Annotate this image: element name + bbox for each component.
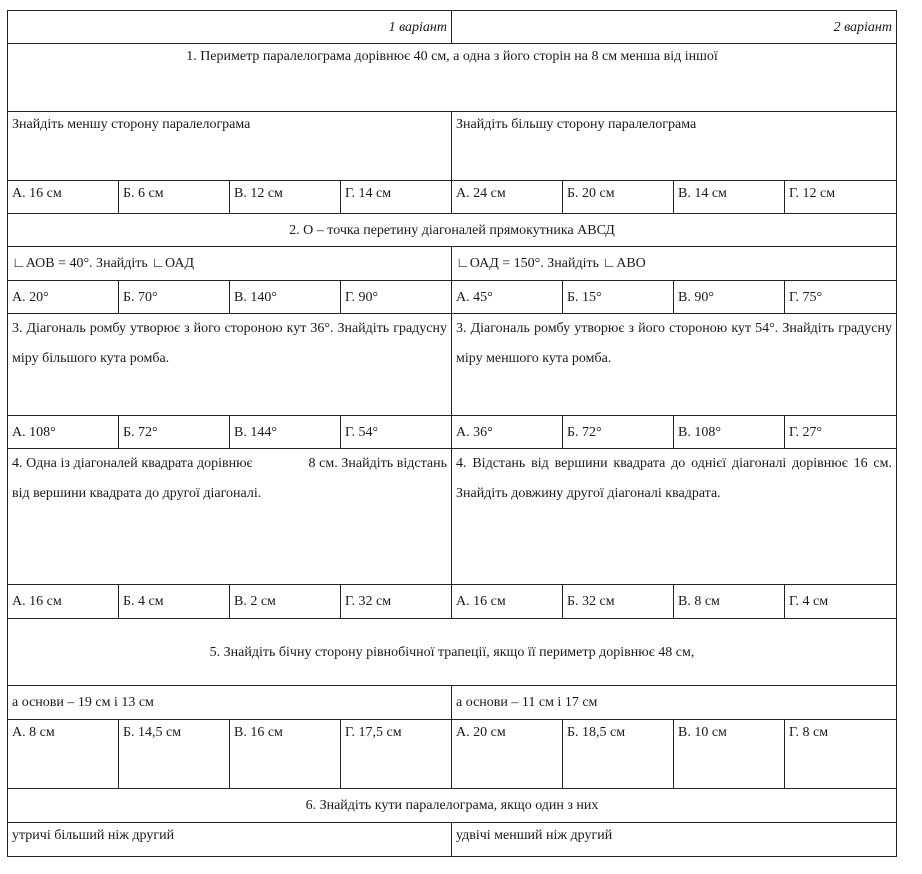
q5-task-row [8, 686, 897, 720]
q4-v1-task-part-a: 4. Одна із діагоналей квадрата дорівнює [12, 456, 253, 471]
q4-v2-answer-v: В. 8 см [674, 585, 785, 619]
header-row [8, 11, 897, 44]
q2-v2-answer-g: Г. 75° [785, 281, 897, 314]
q5-v2-answer-v: В. 10 см [674, 720, 785, 789]
q1-v2-task: Знайдіть більшу сторону паралелограма [452, 112, 897, 181]
q1-title: 1. Периметр паралелограма дорівнює 40 см, а одна з його сторін на 8 см менша від іншої [8, 44, 897, 112]
q5-title: 5. Знайдіть бічну сторону рівнобічної трапеції, якщо її периметр дорівнює 48 см, [8, 619, 897, 686]
q2-v2-task: ∟ОАД = 150°. Знайдіть ∟АВО [452, 247, 897, 281]
q3-v2-task: 3. Діагональ ромбу утворює з його стороною кут 54°. Знайдіть градусну міру меншого кута ромба. [452, 314, 897, 416]
q4-v2-task: 4. Відстань від вершини квадрата до однієї діагоналі дорівнює 16 см. Знайдіть довжину другої діагоналі квадрата. [452, 449, 897, 585]
test-sheet [7, 10, 896, 857]
q1-v1-answer-b: Б. 6 см [119, 181, 230, 214]
q4-v2-answer-b: Б. 32 см [563, 585, 674, 619]
q1-v2-answer-b: Б. 20 см [563, 181, 674, 214]
q6-title-row [8, 789, 897, 823]
q1-v2-answer-g: Г. 12 см [785, 181, 897, 214]
q1-task-row [8, 112, 897, 181]
q2-v1-task: ∟АОВ = 40°. Знайдіть ∟ОАД [8, 247, 452, 281]
q1-v1-answer-a: А. 16 см [8, 181, 119, 214]
q6-title: 6. Знайдіть кути паралелограма, якщо один з них [8, 789, 897, 823]
q4-v1-answer-v: В. 2 см [230, 585, 341, 619]
variant-2-header: 2 варіант [452, 11, 897, 44]
q5-v1-answer-a: А. 8 см [8, 720, 119, 789]
q5-title-row [8, 619, 897, 686]
q1-v2-answer-a: А. 24 см [452, 181, 563, 214]
q4-v1-task [8, 449, 452, 585]
q5-v1-task: а основи – 19 см і 13 см [8, 686, 452, 720]
q5-v2-answer-b: Б. 18,5 см [563, 720, 674, 789]
q2-v1-answer-g: Г. 90° [341, 281, 452, 314]
q3-v2-answer-g: Г. 27° [785, 416, 897, 449]
test-table [7, 10, 897, 857]
q5-v2-answer-a: А. 20 см [452, 720, 563, 789]
q1-title-row [8, 44, 897, 112]
q5-v2-answer-g: Г. 8 см [785, 720, 897, 789]
q1-v1-answer-g: Г. 14 см [341, 181, 452, 214]
q5-answers-row [8, 720, 897, 789]
q6-task-row [8, 823, 897, 857]
q3-answers-row [8, 416, 897, 449]
q3-v2-answer-a: А. 36° [452, 416, 563, 449]
q2-v1-answer-a: А. 20° [8, 281, 119, 314]
q4-v1-answer-g: Г. 32 см [341, 585, 452, 619]
q4-v1-task-part-b: 8 см. Знайдіть відстань від вершини квадрата до другої діагоналі. [12, 456, 447, 501]
q3-v1-answer-g: Г. 54° [341, 416, 452, 449]
q2-v2-answer-a: А. 45° [452, 281, 563, 314]
q2-v1-answer-b: Б. 70° [119, 281, 230, 314]
q4-v2-answer-g: Г. 4 см [785, 585, 897, 619]
q5-v1-answer-g: Г. 17,5 см [341, 720, 452, 789]
q1-v1-task: Знайдіть меншу сторону паралелограма [8, 112, 452, 181]
q5-v2-task: а основи – 11 см і 17 см [452, 686, 897, 720]
q2-answers-row [8, 281, 897, 314]
q3-v1-answer-v: В. 144° [230, 416, 341, 449]
q3-v2-answer-b: Б. 72° [563, 416, 674, 449]
q3-task-row [8, 314, 897, 416]
q4-task-row [8, 449, 897, 585]
q2-title-row [8, 214, 897, 247]
q2-v1-answer-v: В. 140° [230, 281, 341, 314]
q4-answers-row [8, 585, 897, 619]
q1-v1-answer-v: В. 12 см [230, 181, 341, 214]
q2-task-row [8, 247, 897, 281]
q3-v1-answer-b: Б. 72° [119, 416, 230, 449]
q6-v1-task: утричі більший ніж другий [8, 823, 452, 857]
q5-v1-answer-v: В. 16 см [230, 720, 341, 789]
q4-v1-answer-a: А. 16 см [8, 585, 119, 619]
q1-v2-answer-v: В. 14 см [674, 181, 785, 214]
variant-1-header: 1 варіант [8, 11, 452, 44]
q3-v1-task: 3. Діагональ ромбу утворює з його стороною кут 36°. Знайдіть градусну міру більшого кута ромба. [8, 314, 452, 416]
q4-v1-answer-b: Б. 4 см [119, 585, 230, 619]
q6-v2-task: удвічі менший ніж другий [452, 823, 897, 857]
q3-v1-answer-a: А. 108° [8, 416, 119, 449]
q4-v2-answer-a: А. 16 см [452, 585, 563, 619]
q5-v1-answer-b: Б. 14,5 см [119, 720, 230, 789]
q2-v2-answer-b: Б. 15° [563, 281, 674, 314]
q2-title: 2. О – точка перетину діагоналей прямокутника АВСД [8, 214, 897, 247]
q2-v2-answer-v: В. 90° [674, 281, 785, 314]
q3-v2-answer-v: В. 108° [674, 416, 785, 449]
q1-answers-row [8, 181, 897, 214]
